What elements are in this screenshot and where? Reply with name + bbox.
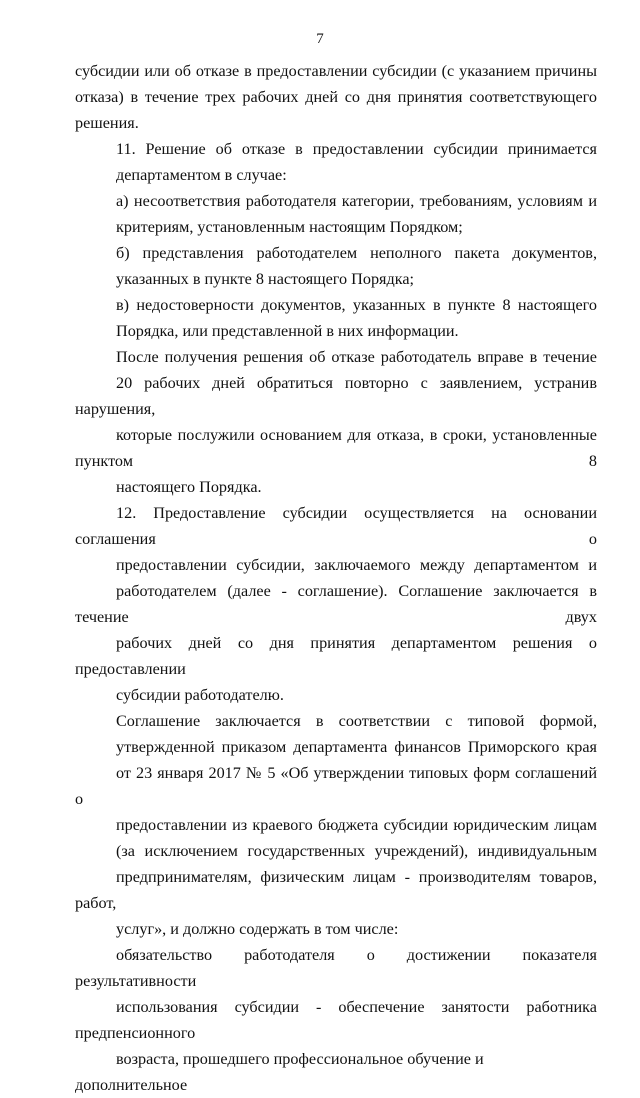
text-line: возраста, прошедшего профессиональное обучение и дополнительное — [75, 1050, 484, 1094]
text-line: от 23 января 2017 № 5 «Об утверждении типовых форм соглашений о — [75, 764, 597, 808]
text-line: рабочих дней со дня принятия департаментом решения о предоставлении — [75, 634, 597, 678]
text-line: департаментом в случае: — [116, 166, 287, 184]
text-line: использования субсидии - обеспечение занятости работника предпенсионного — [75, 998, 597, 1042]
paragraph-agreement-form — [75, 708, 597, 942]
text-line: критериям, установленным настоящим Порядком; — [116, 218, 463, 236]
text-line: б) представления работодателем неполного пакета документов, — [116, 244, 597, 262]
paragraph-repeat-application — [75, 344, 597, 500]
text-line: которые послужили основанием для отказа, в сроки, установленные пунктом 8 — [75, 426, 597, 470]
text-line: 20 рабочих дней обратиться повторно с заявлением, устранив нарушения, — [75, 374, 597, 418]
paragraph-item-11 — [75, 136, 597, 188]
text-line: указанных в пункте 8 настоящего Порядка; — [116, 270, 415, 288]
paragraph-continuation — [75, 58, 597, 136]
text-line: услуг», и должно содержать в том числе: — [116, 920, 399, 938]
text-line: субсидии или об отказе в предоставлении субсидии (с указанием причины — [75, 62, 597, 80]
text-line: субсидии работодателю. — [116, 686, 284, 704]
paragraph-item-12 — [75, 500, 597, 708]
text-line: предпринимателям, физическим лицам - производителям товаров, работ, — [75, 868, 597, 912]
paragraph-obligation — [75, 942, 597, 1098]
text-line: 12. Предоставление субсидии осуществляется на основании соглашения о — [75, 504, 597, 548]
text-line: обязательство работодателя о достижении показателя результативности — [75, 946, 597, 990]
text-line: Соглашение заключается в соответствии с типовой формой, — [116, 712, 597, 730]
text-line: предоставлении из краевого бюджета субсидии юридическим лицам — [116, 816, 597, 834]
text-line: предоставлении субсидии, заключаемого между департаментом и — [116, 556, 597, 574]
paragraph-item-11-b — [75, 240, 597, 292]
text-line: настоящего Порядка. — [116, 478, 262, 496]
text-line: Порядка, или представленной в них информации. — [116, 322, 459, 340]
text-line: а) несоответствия работодателя категории, требованиям, условиям и — [116, 192, 597, 210]
text-line: (за исключением государственных учреждений), индивидуальным — [116, 842, 597, 860]
text-line: в) недостоверности документов, указанных в пункте 8 настоящего — [116, 296, 597, 314]
paragraph-item-11-v — [75, 292, 597, 344]
text-line: 11. Решение об отказе в предоставлении субсидии принимается — [116, 140, 597, 158]
text-line: утвержденной приказом департамента финансов Приморского края — [116, 738, 597, 756]
paragraph-item-11-a — [75, 188, 597, 240]
text-line: После получения решения об отказе работодатель вправе в течение — [116, 348, 597, 366]
page-number: 7 — [316, 31, 324, 47]
document-body — [75, 58, 597, 1098]
text-line: решения. — [75, 114, 139, 132]
text-line: отказа) в течение трех рабочих дней со дня принятия соответствующего — [75, 88, 597, 106]
text-line: работодателем (далее - соглашение). Соглашение заключается в течение двух — [75, 582, 597, 626]
